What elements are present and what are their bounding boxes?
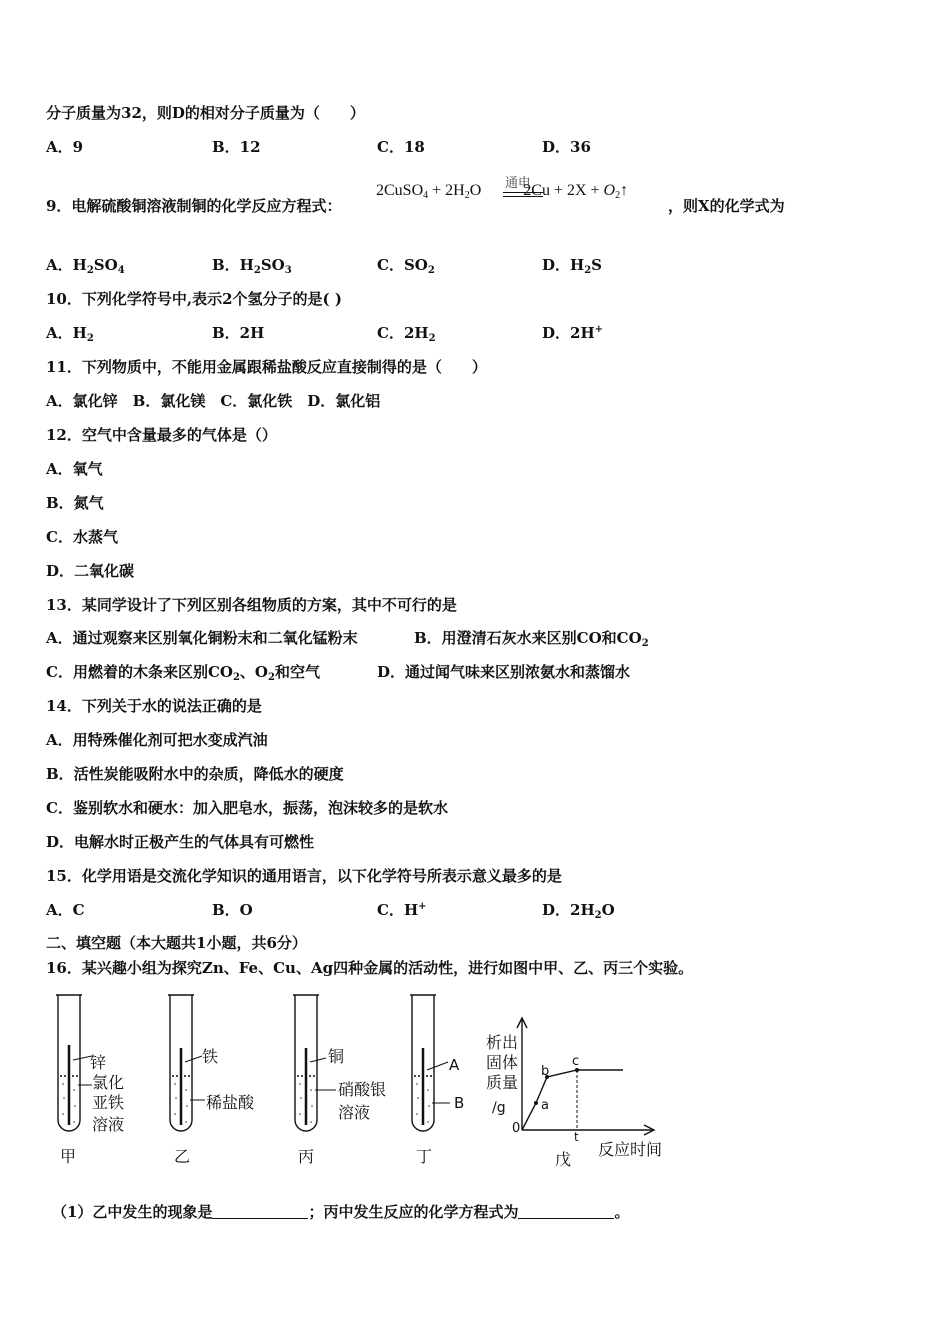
q16-sub1: （1）乙中发生的现象是 ；丙中发生反应的化学方程式为 。 bbox=[52, 1203, 630, 1221]
q12-stem: 12．空气中含量最多的气体是（） bbox=[46, 426, 277, 444]
jia-label-3: 亚铁 bbox=[92, 1093, 125, 1112]
bing-name: 丙 bbox=[298, 1147, 315, 1166]
ding-name: 丁 bbox=[416, 1147, 433, 1166]
q8-option-b: B．12 bbox=[212, 138, 261, 156]
q16-stem: 16．某兴趣小组为探究Zn、Fe、Cu、Ag四种金属的活动性，进行如图中甲、乙、丙三个实验。 bbox=[46, 959, 694, 977]
tube-ding bbox=[410, 995, 450, 1131]
q14-option-d: D．电解水时正极产生的气体具有可燃性 bbox=[46, 833, 315, 851]
yi-label-1: 铁 bbox=[202, 1047, 219, 1066]
tube-jia bbox=[56, 995, 92, 1131]
q14-option-c: C．鉴别软水和硬水：加入肥皂水，振荡，泡沫较多的是软水 bbox=[46, 799, 448, 817]
q15-option-c: C．H+ bbox=[377, 901, 427, 919]
wu-point-c: c bbox=[572, 1054, 580, 1069]
bing-label-1: 铜 bbox=[328, 1047, 345, 1066]
q9-stem-tail: ，则X的化学式为 bbox=[668, 197, 785, 215]
q9-option-c: C．$SO_2$ bbox=[377, 256, 435, 276]
q15-stem: 15．化学用语是交流化学知识的通用语言，以下化学符号所表示意义最多的是 bbox=[46, 867, 562, 885]
wu-point-t: t bbox=[574, 1130, 579, 1144]
answer-blank-2[interactable] bbox=[518, 1204, 614, 1219]
q16-figure bbox=[40, 990, 680, 1175]
wu-origin: 0 bbox=[512, 1121, 521, 1136]
q8-stem: 分子质量为32，则D的相对分子质量为（ ） bbox=[46, 104, 365, 122]
yi-label-2: 稀盐酸 bbox=[206, 1093, 255, 1112]
q9-option-b: B．$H_2SO_3$ bbox=[212, 256, 292, 276]
wu-point-a: a bbox=[541, 1098, 549, 1113]
q11-options: A．氯化锌 B．氯化镁 C．氯化铁 D．氯化铝 bbox=[46, 392, 381, 410]
q12-option-a: A．氧气 bbox=[46, 460, 103, 478]
q8-option-d: D．36 bbox=[542, 138, 591, 156]
jia-label-2: 氯化 bbox=[92, 1073, 125, 1092]
q9-equation: 2CuSO$_4$ + $2H_2O$ $2Cu + 2X + O_2↑$ bbox=[376, 182, 629, 201]
answer-blank-1[interactable] bbox=[212, 1204, 308, 1219]
q15-option-a: A．C bbox=[46, 901, 85, 919]
q12-option-b: B．氮气 bbox=[46, 494, 104, 512]
q9-option-d: D．$H_2S$ bbox=[542, 256, 602, 276]
q10-option-a: A．$H_2$ bbox=[46, 324, 94, 344]
q15-option-d: D．$2H_2O$ bbox=[542, 901, 615, 921]
q10-option-c: C．$2H_2$ bbox=[377, 324, 436, 344]
jia-name: 甲 bbox=[60, 1147, 77, 1166]
wu-ylabel-4: /g bbox=[492, 1100, 506, 1116]
ding-label-a: A bbox=[449, 1056, 460, 1074]
graph-wu bbox=[517, 1018, 654, 1135]
wu-name: 戊 bbox=[555, 1150, 572, 1169]
bing-label-3: 溶液 bbox=[338, 1103, 371, 1122]
q10-option-b: B．2H bbox=[212, 324, 265, 342]
q12-option-d: D．二氧化碳 bbox=[46, 562, 135, 580]
q12-option-c: C．水蒸气 bbox=[46, 528, 118, 546]
q10-stem: 10．下列化学符号中,表示2个氢分子的是( ) bbox=[46, 290, 342, 308]
wu-ylabel-1: 析出 bbox=[486, 1033, 519, 1052]
q14-stem: 14．下列关于水的说法正确的是 bbox=[46, 697, 262, 715]
q9-stem: 9．电解硫酸铜溶液制铜的化学反应方程式： bbox=[46, 197, 342, 215]
jia-label-4: 溶液 bbox=[92, 1115, 125, 1134]
q8-option-c: C．18 bbox=[377, 138, 425, 156]
wu-point-b: b bbox=[541, 1064, 550, 1079]
q13-option-b: B．用澄清石灰水来区别CO和$CO_2$ bbox=[414, 629, 649, 649]
ding-label-b: B bbox=[454, 1094, 465, 1112]
q15-option-b: B．O bbox=[212, 901, 253, 919]
q8-option-a: A．9 bbox=[46, 138, 84, 156]
q10-option-d: D．2H+ bbox=[542, 324, 604, 342]
q9-eq-condition: 通电 bbox=[505, 176, 532, 191]
q13-option-a: A．通过观察来区别氧化铜粉末和二氧化锰粉末 bbox=[46, 629, 358, 647]
bing-label-2: 硝酸银 bbox=[338, 1080, 387, 1099]
q13-option-d: D．通过闻气味来区别浓氨水和蒸馏水 bbox=[377, 663, 631, 681]
tube-yi bbox=[168, 995, 205, 1131]
q13-stem: 13．某同学设计了下列区别各组物质的方案，其中不可行的是 bbox=[46, 596, 457, 614]
q9-option-a: A．$H_2SO_4$ bbox=[46, 256, 125, 276]
q14-option-b: B．活性炭能吸附水中的杂质，降低水的硬度 bbox=[46, 765, 344, 783]
q11-stem: 11．下列物质中，不能用金属跟稀盐酸反应直接制得的是（ ） bbox=[46, 358, 487, 376]
q14-option-a: A．用特殊催化剂可把水变成汽油 bbox=[46, 731, 268, 749]
yi-name: 乙 bbox=[174, 1147, 191, 1166]
wu-xlabel: 反应时间 bbox=[598, 1140, 663, 1159]
jia-label-1: 锌 bbox=[90, 1053, 107, 1072]
wu-ylabel-3: 质量 bbox=[486, 1073, 519, 1092]
wu-ylabel-2: 固体 bbox=[486, 1053, 519, 1072]
q13-option-c: C．用燃着的木条来区别$CO_2$、$O_2$和空气 bbox=[46, 663, 320, 683]
section-2-title: 二、填空题（本大题共1小题，共6分） bbox=[46, 934, 307, 952]
